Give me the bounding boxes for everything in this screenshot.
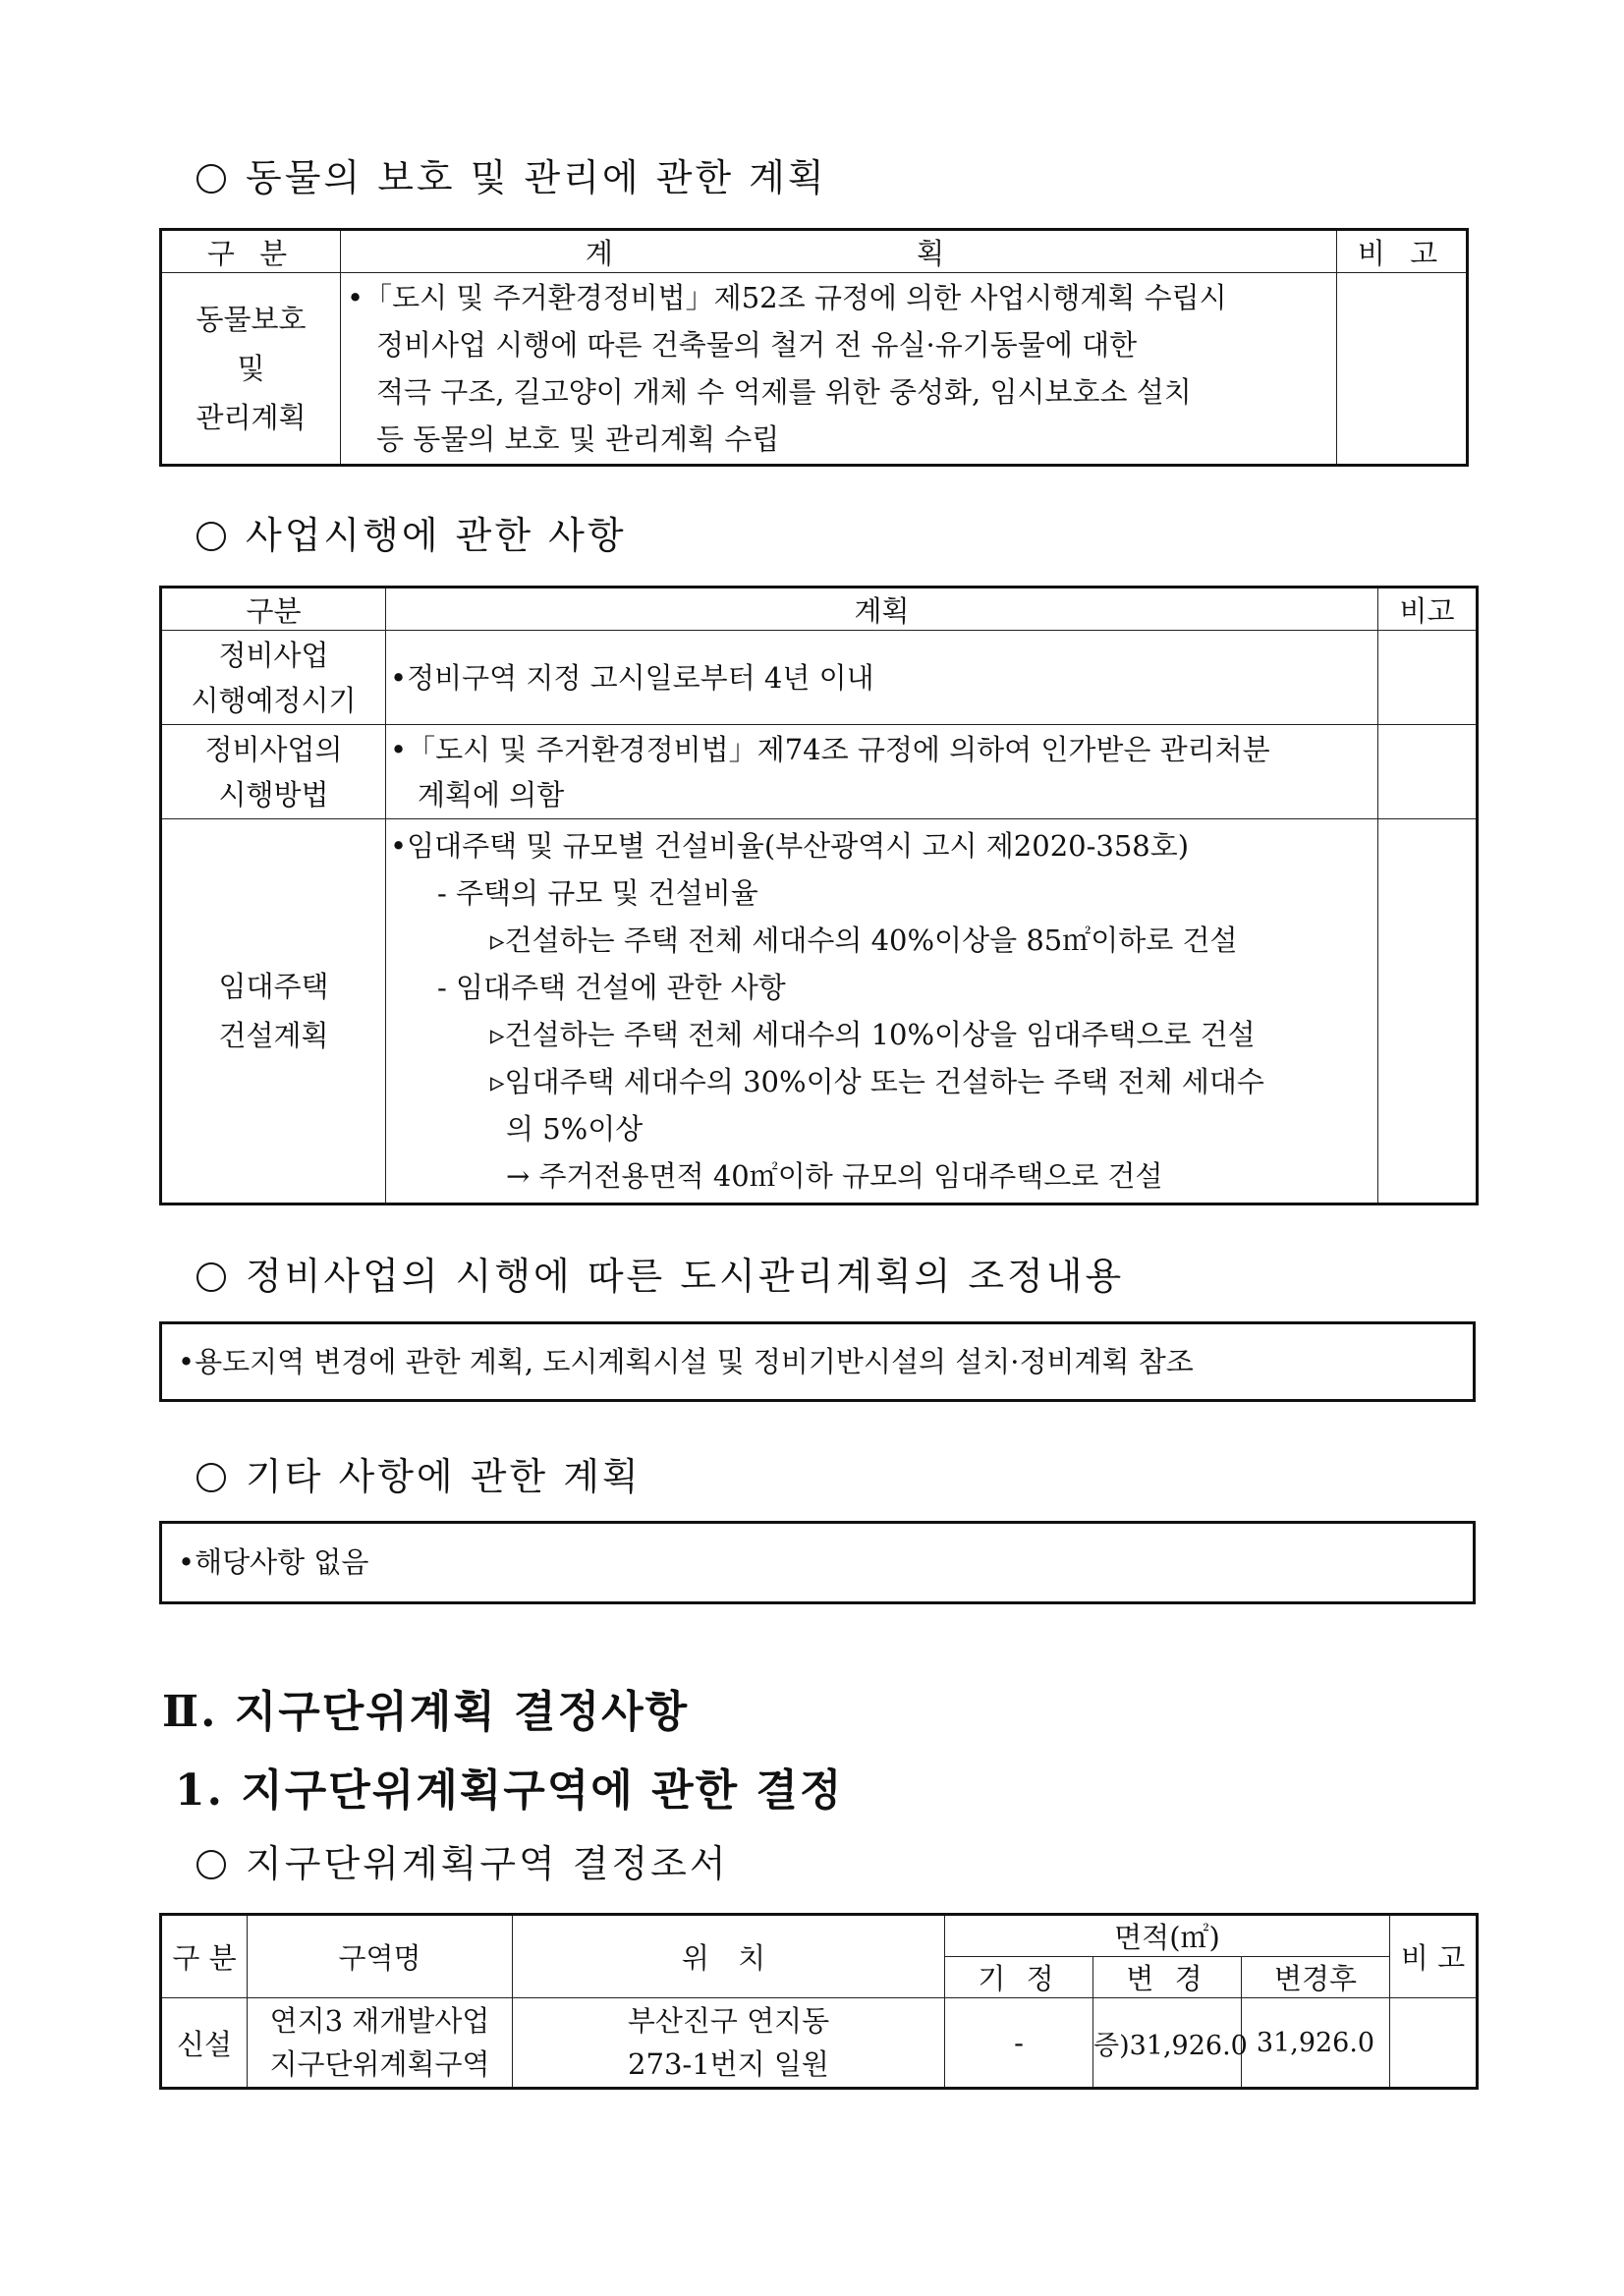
header-category: 구 분	[161, 1915, 248, 1998]
header-plan: 계 획	[341, 230, 1337, 273]
header-area: 면적(㎡)	[945, 1915, 1390, 1957]
district-plan-table	[159, 1913, 1479, 2090]
row-label: 임대주택 건설계획	[161, 819, 386, 1204]
header-category: 구분	[161, 588, 386, 631]
table-row	[161, 631, 1478, 725]
circle-bullet-icon	[196, 522, 226, 551]
header-note: 비 고	[1390, 1915, 1478, 1998]
plan-cell: •「도시 및 주거환경정비법」제52조 규정에 의한 사업시행계획 수립시 정비사업 시행에 따른 건축물의 철거 전 유실·유기동물에 대한 적극 구조, 길고양이 개체 수 억제를 위한 중성화, 임시보호소 설치 등 동물의 보호 및 관리계획 수립	[341, 273, 1337, 466]
note-cell	[1378, 725, 1478, 819]
header-category: 구 분	[161, 230, 341, 273]
circle-bullet-icon	[196, 1850, 226, 1879]
cell-existing: -	[945, 1998, 1093, 2089]
table-row	[161, 1998, 1478, 2089]
circle-bullet-icon	[196, 164, 226, 194]
cell-district-name: 연지3 재개발사업 지구단위계획구역	[248, 1998, 513, 2089]
cell-note	[1390, 1998, 1478, 2089]
header-note: 비 고	[1337, 230, 1468, 273]
cell-after: 31,926.0	[1242, 1998, 1390, 2089]
cell-category: 신설	[161, 1998, 248, 2089]
section-heading-project: 사업시행에 관한 사항	[196, 505, 627, 559]
plan-cell: •임대주택 및 규모별 건설비율(부산광역시 고시 제2020-358호) - 주택의 규모 및 건설비율 ▹건설하는 주택 전체 세대수의 40%이상을 85㎡이하로 건설 - 임대주택 건설에 관한 사항 ▹건설하는 주택 전체 세대수의 10%이상을 임대주택으로 건설 ▹임대주택 세대수의 30%이상 또는 건설하는 주택 전체 세대수 의 5%이상 → 주거전용면적 40㎡이하 규모의 임대주택으로 건설	[386, 819, 1378, 1204]
animal-protection-table	[159, 228, 1469, 467]
note-cell	[1337, 273, 1468, 466]
section-heading-other: 기타 사항에 관한 계획	[196, 1446, 642, 1500]
part-subtitle: 1. 지구단위계획구역에 관한 결정	[175, 1765, 844, 1816]
table-row	[161, 819, 1478, 1204]
row-label: 정비사업 시행예정시기	[161, 631, 386, 725]
header-location: 위 치	[513, 1915, 945, 1998]
row-label: 동물보호 및 관리계획	[161, 273, 341, 466]
header-plan: 계획	[386, 588, 1378, 631]
part-title: Ⅱ. 지구단위계획 결정사항	[162, 1687, 690, 1737]
section-heading-urban-plan: 정비사업의 시행에 따른 도시관리계획의 조정내용	[196, 1246, 1124, 1300]
circle-bullet-icon	[196, 1262, 226, 1292]
table-row	[161, 725, 1478, 819]
note-cell	[1378, 631, 1478, 725]
plan-cell: •정비구역 지정 고시일로부터 4년 이내	[386, 631, 1378, 725]
note-cell	[1378, 819, 1478, 1204]
row-label: 정비사업의 시행방법	[161, 725, 386, 819]
header-district-name: 구역명	[248, 1915, 513, 1998]
section-heading-district: 지구단위계획구역 결정조서	[196, 1833, 729, 1887]
other-matters-box: •해당사항 없음	[159, 1521, 1476, 1604]
cell-change: 증)31,926.0	[1093, 1998, 1242, 2089]
section-heading-animal: 동물의 보호 및 관리에 관한 계획	[196, 147, 827, 201]
header-after: 변경후	[1242, 1957, 1390, 1998]
header-note: 비고	[1378, 588, 1478, 631]
header-existing: 기 정	[945, 1957, 1093, 1998]
plan-cell: •「도시 및 주거환경정비법」제74조 규정에 의하여 인가받은 관리처분 계획에 의함	[386, 725, 1378, 819]
urban-plan-box: •용도지역 변경에 관한 계획, 도시계획시설 및 정비기반시설의 설치·정비계획 참조	[159, 1321, 1476, 1402]
circle-bullet-icon	[196, 1463, 226, 1492]
cell-location: 부산진구 연지동 273-1번지 일원	[513, 1998, 945, 2089]
header-change: 변 경	[1093, 1957, 1242, 1998]
project-implementation-table	[159, 586, 1479, 1205]
